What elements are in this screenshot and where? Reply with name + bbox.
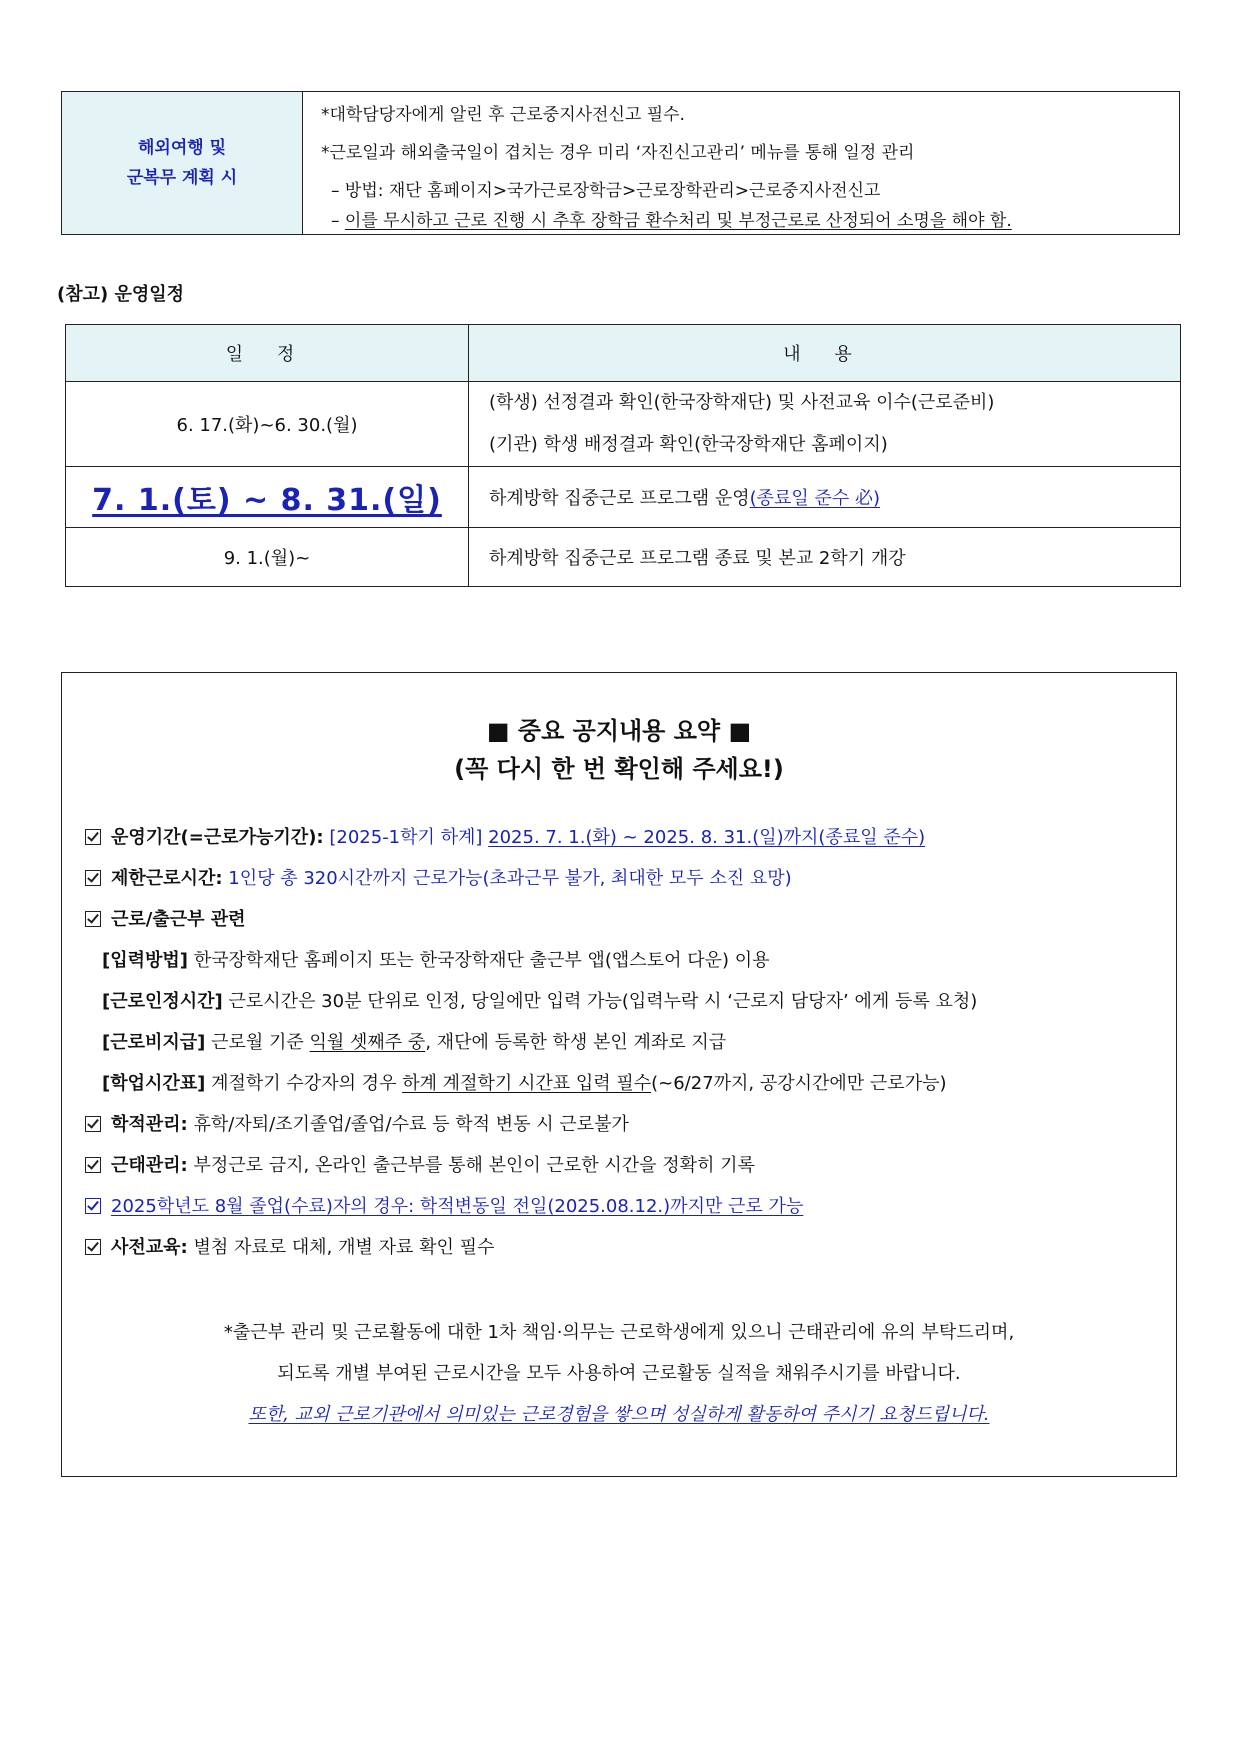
schedule-content-student: (학생) 선정결과 확인(한국장학재단) 및 사전교육 이수(근로준비) <box>489 392 995 413</box>
summary-footer-line3 <box>62 1400 1176 1426</box>
summary-item-label: 사전교육: <box>111 1237 188 1258</box>
schedule-content <box>469 467 1181 528</box>
schedule-row <box>66 382 1181 467</box>
schedule-content-institution: (기관) 학생 배정결과 확인(한국장학재단 홈페이지) <box>489 434 888 455</box>
sub-label: [근로인정시간] <box>102 991 223 1012</box>
overseas-label-line1: 해외여행 및 <box>137 138 227 158</box>
sub-label: [근로비지급] <box>102 1032 206 1053</box>
checkbox-icon <box>85 870 101 886</box>
sub-text-underlined: 하계 계절학기 시간표 입력 필수 <box>402 1073 652 1094</box>
schedule-main-period: 7. 1.(토) ~ 8. 31.(일) <box>92 483 442 518</box>
summary-item-text: 부정근로 금지, 온라인 출근부를 통해 본인이 근로한 시간을 정확히 기록 <box>193 1155 755 1176</box>
checkbox-icon <box>85 1239 101 1255</box>
summary-item-label: 운영기간(=근로가능기간): <box>111 827 324 848</box>
overseas-notice-label-cell <box>62 92 303 234</box>
overseas-notice-table <box>61 91 1180 235</box>
summary-subtitle: (꼭 다시 한 번 확인해 주세요!) <box>454 755 784 783</box>
summary-item-label: 근로/출근부 관련 <box>111 909 246 930</box>
summary-period-dates: 2025. 7. 1.(화) ~ 2025. 8. 31.(일)까지(종료일 준수) <box>488 827 926 848</box>
overseas-notice-content-cell <box>303 92 1179 234</box>
summary-item-pre-education <box>85 1233 494 1259</box>
summary-title: ■ 중요 공지내용 요약 ■ <box>486 717 752 745</box>
notice-line-1: *대학담당자에게 알린 후 근로중지사전신고 필수. <box>321 105 685 125</box>
notice-line-4-prefix: – <box>331 211 345 231</box>
summary-footer-line2: 되도록 개별 부여된 근로시간을 모두 사용하여 근로활동 실적을 채워주시기를 바랍니다. <box>277 1363 961 1384</box>
schedule-date: 6. 17.(화)~6. 30.(월) <box>66 382 469 467</box>
sub-text: 계절학기 수강자의 경우 <box>211 1073 403 1094</box>
sub-text: 한국장학재단 홈페이지 또는 한국장학재단 출근부 앱(앱스토어 다운) 이용 <box>193 950 770 971</box>
summary-sub-work-time <box>102 987 977 1013</box>
sub-label: [학업시간표] <box>102 1073 206 1094</box>
summary-item-label: 학적관리: <box>111 1114 188 1135</box>
notice-line-3: – 방법: 재단 홈페이지>국가근로장학금>근로장학관리>근로중지사전신고 <box>331 181 881 201</box>
summary-item-attendance-management <box>85 1151 755 1177</box>
schedule-row <box>66 528 1181 587</box>
checkbox-icon <box>85 829 101 845</box>
summary-graduation-text: 2025학년도 8월 졸업(수료)자의 경우: 학적변동일 전일(2025.08.12.)까지만 근로 가능 <box>111 1196 804 1217</box>
summary-hour-limit-text: 1인당 총 320시간까지 근로가능(초과근무 불가, 최대한 모두 소진 요망) <box>228 868 792 889</box>
schedule-content-text: 하계방학 집중근로 프로그램 운영 <box>489 488 750 509</box>
summary-item-label: 제한근로시간: <box>111 868 223 889</box>
checkbox-icon <box>85 1198 101 1214</box>
schedule-header-date: 일 정 <box>66 325 469 382</box>
sub-text-underlined: 익월 셋째주 중 <box>309 1032 426 1053</box>
schedule-row <box>66 467 1181 528</box>
notice-line-4 <box>331 206 1012 231</box>
schedule-header-row <box>66 325 1181 382</box>
summary-item-label: 근태관리: <box>111 1155 188 1176</box>
summary-sub-input-method <box>102 946 769 972</box>
summary-sub-payment <box>102 1028 726 1054</box>
schedule-date: 9. 1.(월)~ <box>66 528 469 587</box>
summary-item-hour-limit <box>85 864 792 890</box>
schedule-header-content: 내 용 <box>469 325 1181 382</box>
summary-item-text: 별첨 자료로 대체, 개별 자료 확인 필수 <box>193 1237 495 1258</box>
sub-text: 근로시간은 30분 단위로 인정, 당일에만 입력 가능(입력누락 시 ‘근로지 담당자’ 에게 등록 요청) <box>228 991 978 1012</box>
important-summary-box <box>61 672 1177 1477</box>
checkbox-icon <box>85 1157 101 1173</box>
schedule-date <box>66 467 469 528</box>
schedule-section-title: (참고) 운영일정 <box>57 284 185 305</box>
sub-label: [입력방법] <box>102 950 189 971</box>
checkbox-icon <box>85 1116 101 1132</box>
summary-item-period <box>85 823 925 849</box>
notice-line-4-warning: 이를 무시하고 근로 진행 시 추후 장학금 환수처리 및 부정근로로 산정되어 소명을 해야 함. <box>344 211 1012 231</box>
summary-item-academic-status <box>85 1110 629 1136</box>
sub-text: 근로월 기준 <box>211 1032 310 1053</box>
schedule-table <box>65 324 1181 587</box>
summary-period-semester: [2025-1학기 하계] <box>329 827 489 848</box>
schedule-deadline-note: (종료일 준수 必) <box>749 488 881 509</box>
summary-footer-line1: *출근부 관리 및 근로활동에 대한 1차 책임·의무는 근로학생에게 있으니 근태관리에 유의 부탁드리며, <box>223 1322 1015 1343</box>
sub-text: (~6/27까지, 공강시간에만 근로가능) <box>651 1073 947 1094</box>
summary-item-attendance <box>85 905 246 931</box>
summary-sub-timetable <box>102 1069 947 1095</box>
summary-item-graduation <box>85 1192 803 1218</box>
schedule-content: 하계방학 집중근로 프로그램 종료 및 본교 2학기 개강 <box>469 528 1181 587</box>
overseas-label-line2: 군복무 계획 시 <box>126 168 238 188</box>
sub-text: , 재단에 등록한 학생 본인 계좌로 지급 <box>425 1032 727 1053</box>
summary-footer-request: 또한, 교외 근로기관에서 의미있는 근로경험을 쌓으며 성실하게 활동하여 주시기 요청드립니다. <box>248 1404 990 1425</box>
summary-item-text: 휴학/자퇴/조기졸업/졸업/수료 등 학적 변동 시 근로불가 <box>193 1114 629 1135</box>
notice-line-2: *근로일과 해외출국일이 겹치는 경우 미리 ‘자진신고관리’ 메뉴를 통해 일정 관리 <box>321 143 915 163</box>
schedule-content <box>469 382 1181 467</box>
checkbox-icon <box>85 911 101 927</box>
